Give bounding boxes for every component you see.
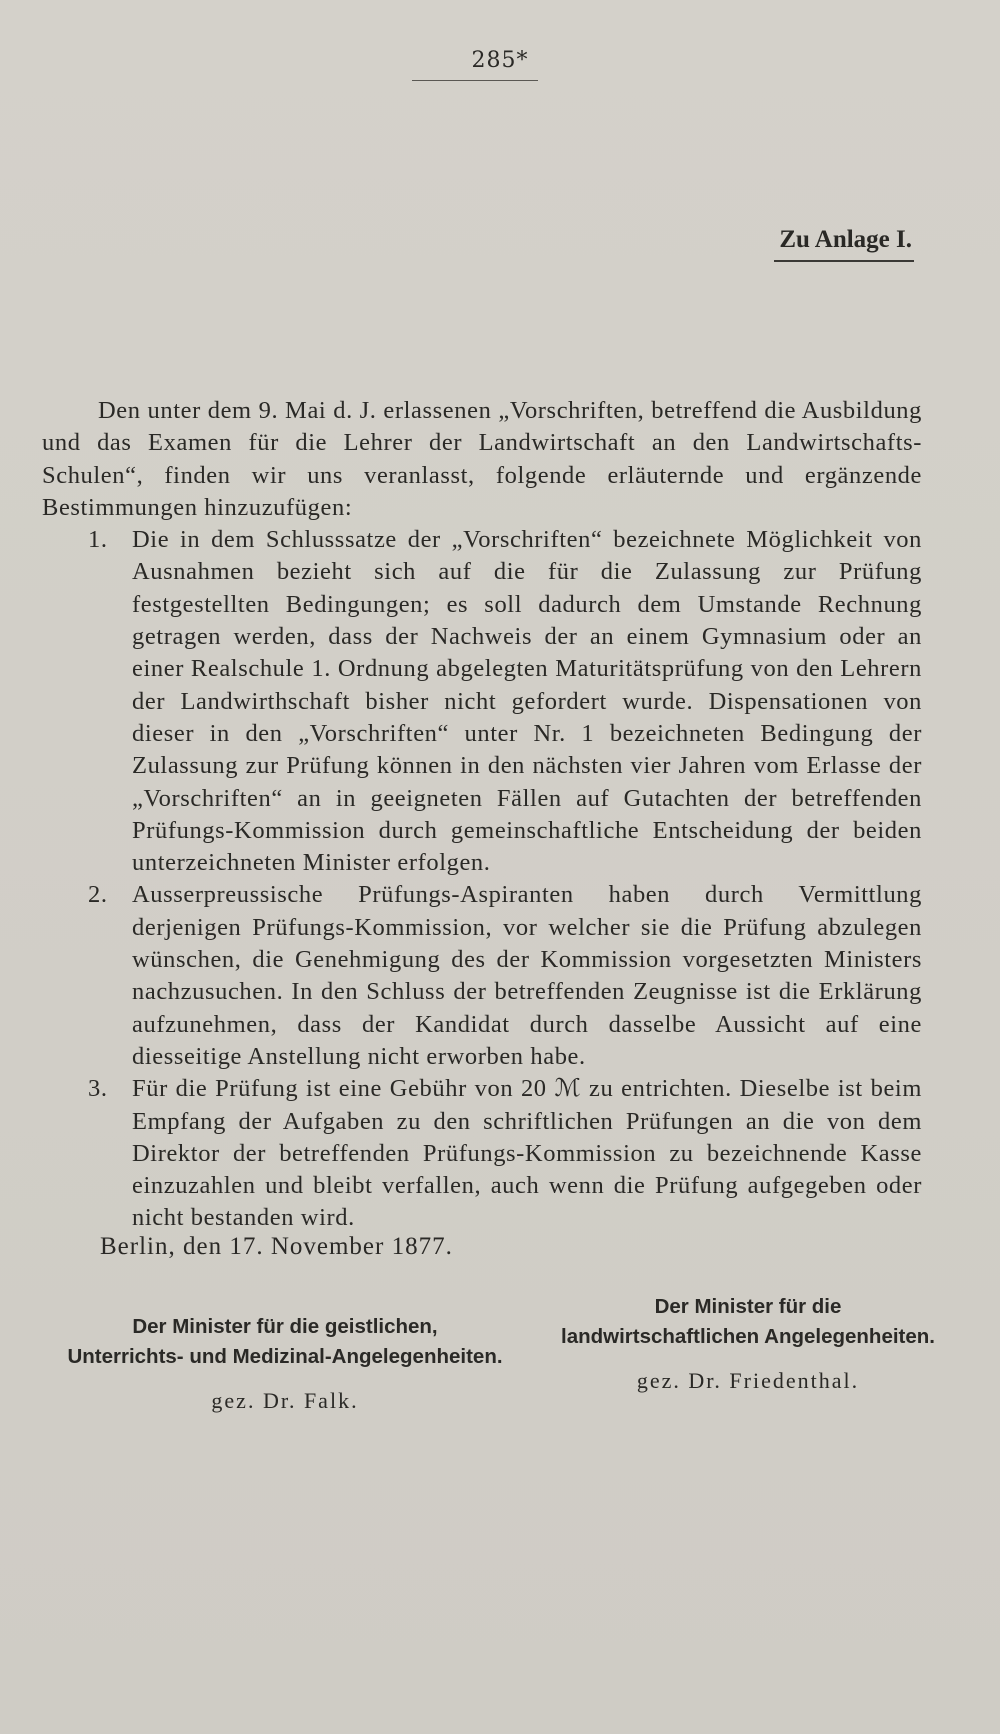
list-item-number: 1. <box>88 526 108 554</box>
signature-right-name: gez. Dr. Friedenthal. <box>636 1368 860 1393</box>
list-item-3 <box>42 1073 922 1234</box>
appendix-heading: Zu Anlage I. <box>779 226 912 253</box>
list-item-number: 3. <box>88 1075 108 1103</box>
signature-left-title-line2: Unterrichts- und Medizinal-Angelegenheiten. <box>67 1345 503 1368</box>
signature-left-title-line1: Der Minister für die geistlichen, <box>132 1315 438 1338</box>
body-text <box>42 395 922 1235</box>
signature-right-title-line2: landwirtschaftlichen Angelegenheiten. <box>561 1325 935 1348</box>
signature-right <box>548 1292 948 1396</box>
list-item-1 <box>42 524 922 879</box>
appendix-heading-rule <box>774 260 914 262</box>
list-item-text: Für die Prüfung ist eine Gebühr von 20 ℳ zu entrichten. Dieselbe ist beim Empfang der Aufgaben zu den schriftlichen Prüfungen an die von dem Direktor der betreffenden Prüfungs-Kommission zu bezeichnende Kasse einzuzahlen und bleibt verfallen, auch wenn die Prüfung aufgegeben oder nicht bestanden wird. <box>132 1075 922 1232</box>
date-line: Berlin, den 17. November 1877. <box>100 1233 453 1260</box>
intro-paragraph: Den unter dem 9. Mai d. J. erlassenen „Vorschriften, betreffend die Ausbildung und das Examen für die Lehrer der Landwirtschaft an den Landwirtschafts-Schulen“, finden wir uns veranlasst, folgende erläuternde und ergänzende Bestimmungen hinzuzufügen: <box>42 397 922 521</box>
list-item-text: Die in dem Schlusssatze der „Vorschriften“ bezeichnete Möglichkeit von Ausnahmen bezieht sich auf die für die Zulassung zur Prüfung festgestellten Bedingungen; es soll dadurch dem Umstande Rechnung getragen werden, dass der Nachweis der an einem Gymnasium oder an einer Realschule 1. Ordnung abgelegten Maturitätsprüfung von den Lehrern der Landwirthschaft bisher nicht gefordert wurde. Dispensationen von dieser in den „Vorschriften“ unter Nr. 1 bezeichneten Bedingung der Zulassung zur Prüfung können in den nächsten vier Jahren vom Erlasse der „Vorschriften“ an in geeigneten Fällen auf Gutachten der betreffenden Prüfungs-Kommission durch gemeinschaftliche Entscheidung der beiden unterzeichneten Minister erfolgen. <box>132 526 922 877</box>
page-number-rule <box>412 80 538 81</box>
list-item-2 <box>42 879 922 1073</box>
list-item-number: 2. <box>88 881 108 909</box>
signature-left <box>50 1312 520 1416</box>
page-number: 285* <box>471 48 529 73</box>
signature-right-title-line1: Der Minister für die <box>654 1295 842 1318</box>
signature-left-name: gez. Dr. Falk. <box>211 1388 359 1413</box>
list-item-text: Ausserpreussische Prüfungs-Aspiranten haben durch Vermittlung derjenigen Prüfungs-Kommission, vor welcher sie die Prüfung abzulegen wünschen, die Genehmigung des der Kommission vorgesetzten Ministers nachzusuchen. In den Schluss der betreffenden Zeugnisse ist die Erklärung aufzunehmen, dass der Kandidat durch dasselbe Aussicht auf eine diesseitige Anstellung nicht erworben habe. <box>132 881 922 1070</box>
